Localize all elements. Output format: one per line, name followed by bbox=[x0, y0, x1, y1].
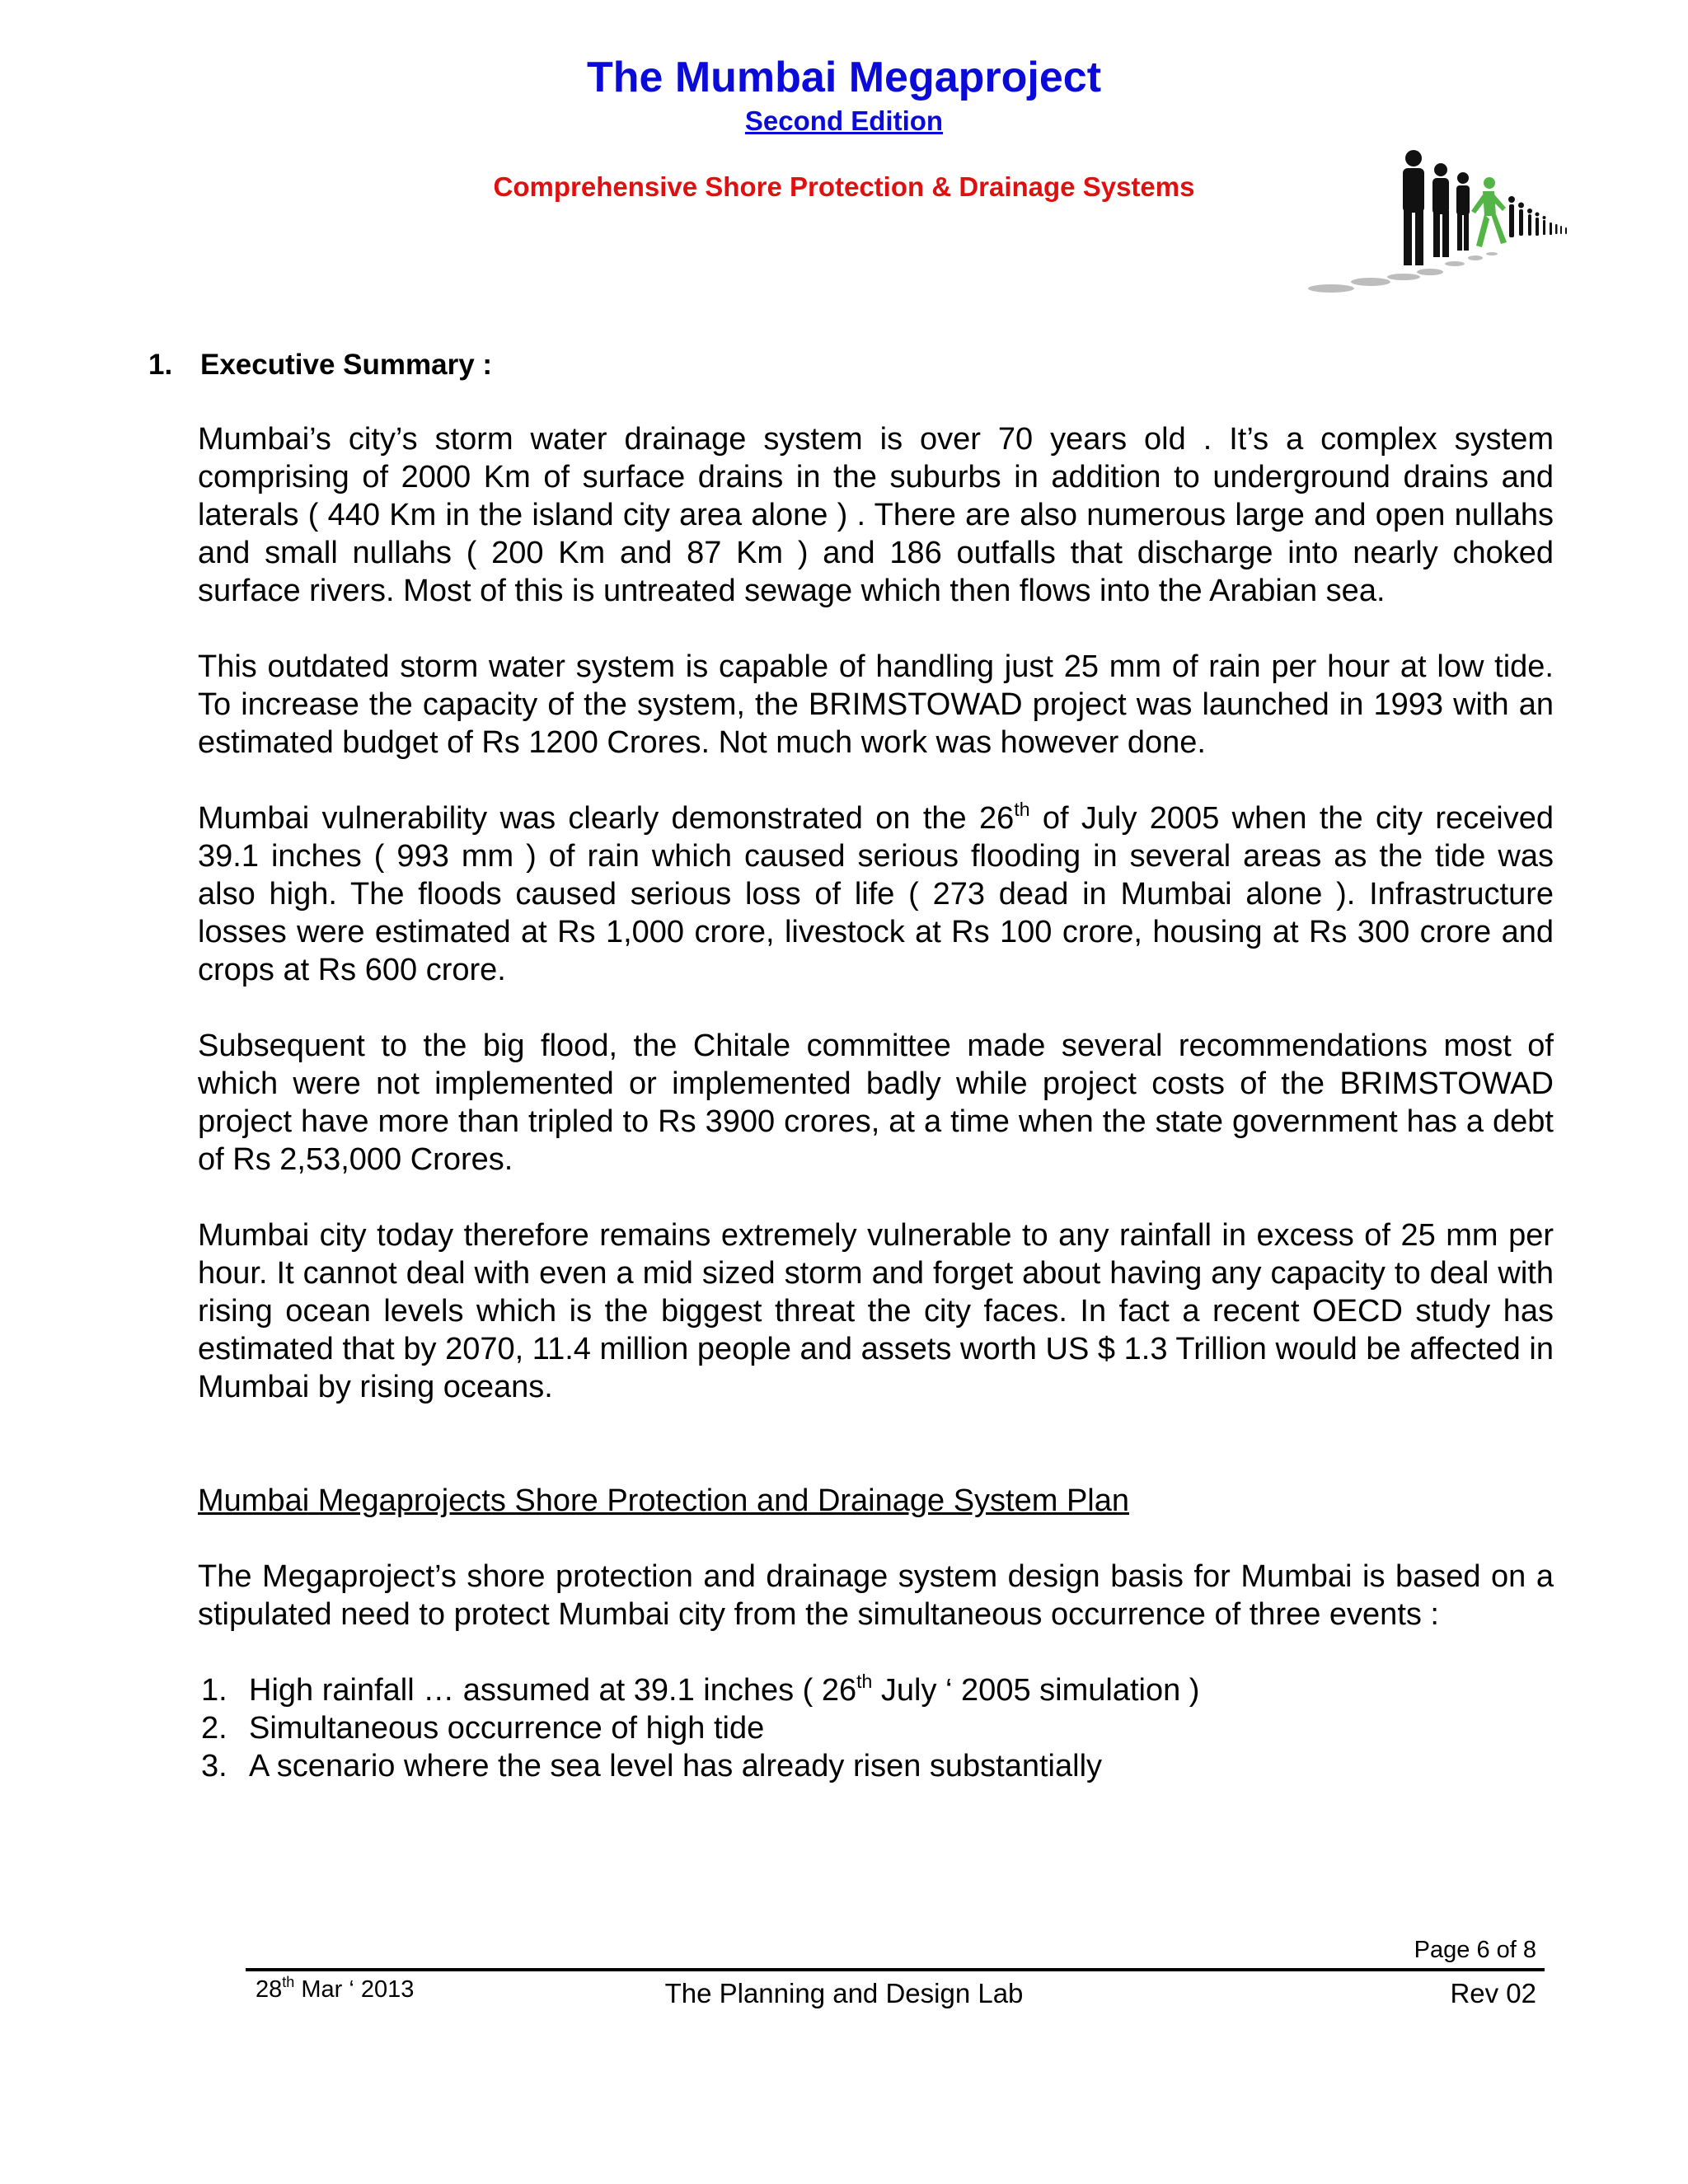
list-number: 3. bbox=[201, 1749, 227, 1783]
text-span: Mar ‘ 2013 bbox=[294, 1976, 415, 2003]
footer-organization: The Planning and Design Lab bbox=[664, 1978, 1024, 2008]
text-span: of July 2005 when the city received 39.1 inches ( 993 mm ) of rain which caused serious flooding in several areas as the tide was also high. The floods caused serious loss of life ( 273 dead in Mumbai alone ). Infrastructure losses were estimated at Rs 1,000 crore, livestock at Rs 100 crore, housing at Rs 300 crore and crops at Rs 600 crore. bbox=[198, 801, 1554, 987]
text-span: 28 bbox=[256, 1976, 283, 2003]
footer-divider bbox=[246, 1968, 1545, 1971]
paragraph: This outdated storm water system is capable of handling just 25 mm of rain per hour at low tide. To increase the capacity of the system, the BRIMSTOWAD project was launched in 1993 with an estimated budget of Rs 1200 Crores. Not much work was however done. bbox=[198, 649, 1554, 760]
section-title: Executive Summary : bbox=[200, 349, 493, 381]
text-span: July ‘ 2005 simulation ) bbox=[872, 1673, 1200, 1708]
paragraph: Mumbai’s city’s storm water drainage system is over 70 years old . It’s a complex system comprising of 2000 Km of surface drains in the suburbs in addition to underground drains and laterals ( 440 Km in the island city area alone ) . There are also numerous large and open nullahs and small nullahs ( 200 Km and 87 Km ) and 186 outfalls that discharge into nearly choked surface rivers. Most of this is untreated sewage which then flows into the Arabian sea. bbox=[198, 422, 1554, 608]
superscript: th bbox=[1014, 799, 1030, 820]
list-number: 2. bbox=[201, 1711, 227, 1746]
marching-people-logo bbox=[1306, 140, 1578, 305]
superscript: th bbox=[282, 1974, 295, 1990]
section-number: 1. bbox=[148, 349, 173, 381]
text-span: Simultaneous occurrence of high tide bbox=[249, 1711, 765, 1746]
event-list bbox=[198, 1671, 1554, 1785]
section-heading bbox=[148, 349, 492, 382]
superscript: th bbox=[856, 1671, 873, 1692]
paragraph: Subsequent to the big flood, the Chitale committee made several recommendations most of which were not implemented or implemented badly while project costs of the BRIMSTOWAD project have more than tripled to Rs 3900 crores, at a time when the state government has a debt of Rs 2,53,000 Crores. bbox=[198, 1029, 1554, 1177]
text-span: High rainfall … assumed at 39.1 inches ( 26 bbox=[249, 1673, 857, 1708]
document-subtitle: Comprehensive Shore Protection & Drainage Systems bbox=[493, 171, 1195, 202]
footer-revision: Rev 02 bbox=[1450, 1978, 1536, 2008]
paragraph: The Megaproject’s shore protection and drainage system design basis for Mumbai is based on a stipulated need to protect Mumbai city from the simultaneous occurrence of three events : bbox=[198, 1559, 1554, 1632]
text-span: A scenario where the sea level has already risen substantially bbox=[249, 1749, 1103, 1783]
plan-heading: Mumbai Megaprojects Shore Protection and Drainage System Plan bbox=[198, 1483, 1130, 1518]
text-span: Mumbai vulnerability was clearly demonstrated on the 26 bbox=[198, 801, 1015, 836]
edition-link[interactable]: Second Edition bbox=[744, 105, 944, 136]
document-title: The Mumbai Megaproject bbox=[586, 54, 1102, 101]
paragraph bbox=[198, 799, 1554, 989]
list-item bbox=[198, 1747, 1554, 1785]
page-number: Page 6 of 8 bbox=[1414, 1937, 1536, 1963]
list-item bbox=[198, 1709, 1554, 1747]
document-body bbox=[198, 420, 1554, 1785]
list-number: 1. bbox=[201, 1673, 227, 1708]
list-item bbox=[198, 1671, 1554, 1709]
paragraph: Mumbai city today therefore remains extremely vulnerable to any rainfall in excess of 25 mm per hour. It cannot deal with even a mid sized storm and forget about having any capacity to deal with rising ocean levels which is the biggest threat the city faces. In fact a recent OECD study has estimated that by 2070, 11.4 million people and assets worth US $ 1.3 Trillion would be affected in Mumbai by rising oceans. bbox=[198, 1218, 1554, 1404]
